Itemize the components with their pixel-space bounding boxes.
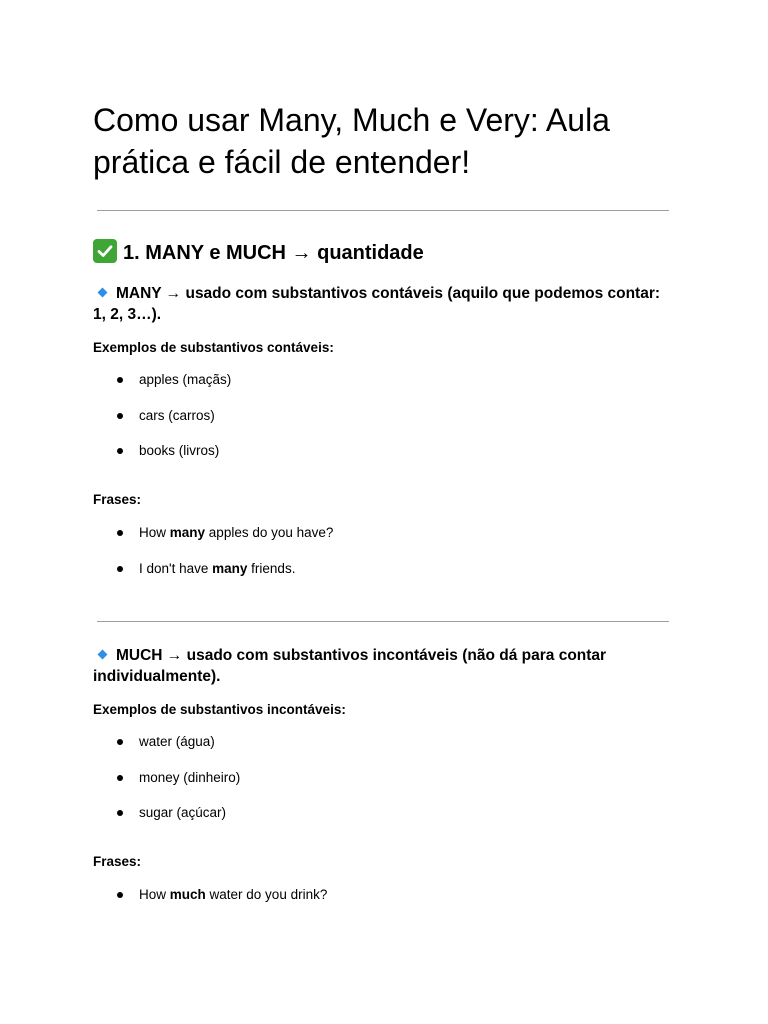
bullet-icon — [117, 377, 123, 383]
list-item: water (água) — [93, 733, 240, 769]
section-heading-quantity — [93, 239, 673, 265]
check-mark-icon — [93, 239, 117, 263]
much-examples-label: Exemplos de substantivos incontáveis: — [93, 702, 346, 717]
bullet-icon — [117, 448, 123, 454]
many-examples-list — [93, 371, 231, 478]
blue-diamond-icon — [98, 650, 108, 660]
much-phrases-list — [93, 886, 327, 922]
section-heading-text: 1. MANY e MUCH → quantidade — [123, 242, 424, 264]
many-phrases-list — [93, 524, 333, 595]
bullet-icon — [117, 530, 123, 536]
blue-diamond-icon — [98, 288, 108, 298]
list-item: sugar (açúcar) — [93, 804, 240, 840]
many-heading — [93, 283, 673, 325]
list-item: books (livros) — [93, 442, 231, 478]
much-phrases-label: Frases: — [93, 854, 142, 869]
list-item: apples (maçãs) — [93, 371, 231, 407]
many-phrases-label: Frases: — [93, 492, 142, 507]
list-item: money (dinheiro) — [93, 769, 240, 805]
bullet-icon — [117, 413, 123, 419]
bullet-icon — [117, 775, 123, 781]
list-item: cars (carros) — [93, 407, 231, 443]
much-heading — [93, 645, 673, 687]
list-item: How much water do you drink? — [93, 886, 327, 922]
list-item: I don't have many friends. — [93, 560, 333, 596]
bullet-icon — [117, 739, 123, 745]
much-examples-list — [93, 733, 240, 840]
page-title: Como usar Many, Much e Very: Aula prática e fácil de entender! — [93, 102, 610, 180]
bullet-icon — [117, 566, 123, 572]
divider-1 — [97, 210, 669, 211]
many-heading-text: MANY → usado com substantivos contáveis (aquilo que podemos contar: 1, 2, 3…). — [93, 285, 661, 323]
bullet-icon — [117, 892, 123, 898]
divider-2 — [97, 621, 669, 622]
many-examples-label: Exemplos de substantivos contáveis: — [93, 340, 334, 355]
list-item: How many apples do you have? — [93, 524, 333, 560]
bullet-icon — [117, 810, 123, 816]
much-heading-text: MUCH → usado com substantivos incontáveis (não dá para contar individualmente). — [93, 647, 607, 685]
